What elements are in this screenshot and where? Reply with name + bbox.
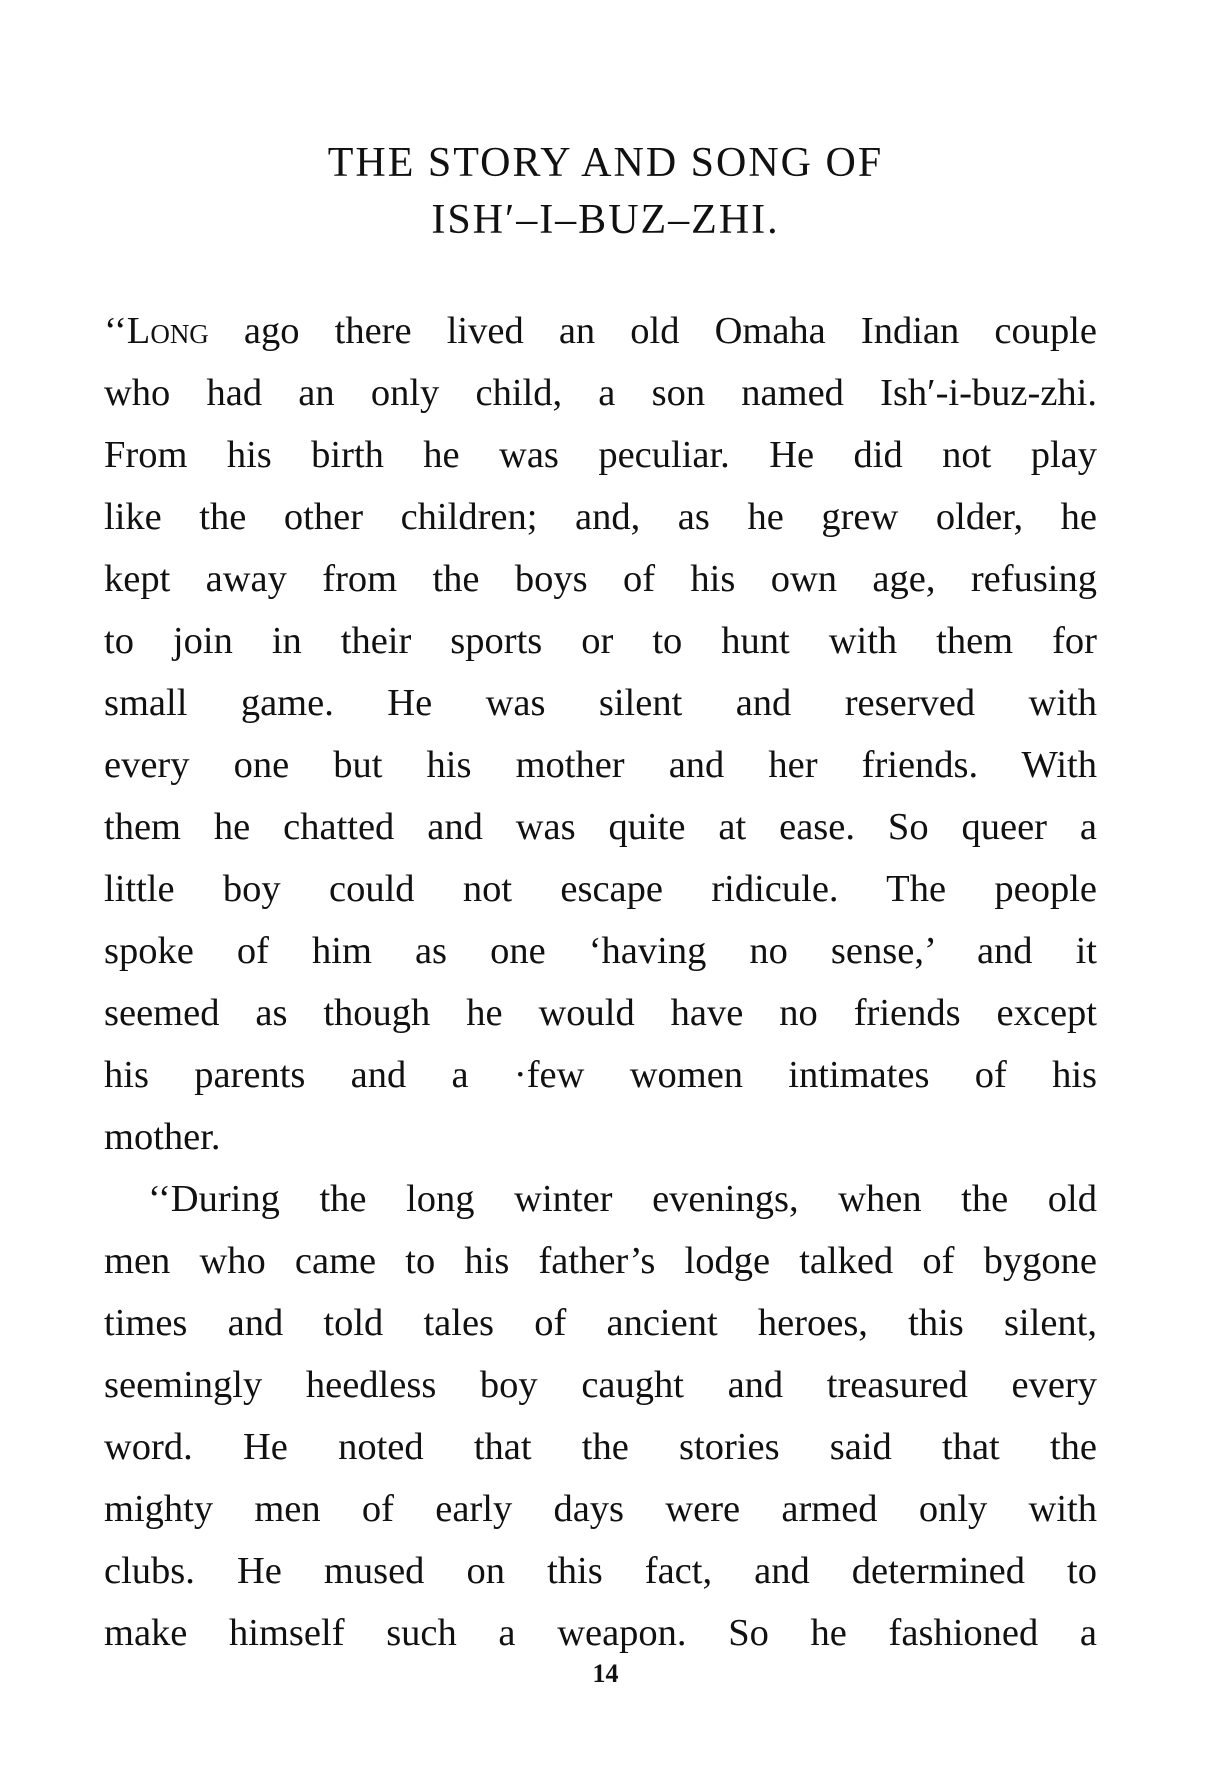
text-line: men who came to his father’s lodge talked of bygone	[104, 1240, 1097, 1282]
text-line: who had an only child, a son named Ish′-i-buz-zhi.	[104, 372, 1097, 414]
text-line: make himself such a weapon. So he fashioned a	[104, 1612, 1097, 1654]
text-line: seemed as though he would have no friends except	[104, 992, 1097, 1034]
text-line: them he chatted and was quite at ease. So queer a	[104, 806, 1097, 848]
chapter-title-line-2: ISH′–I–BUZ–ZHI.	[431, 197, 780, 243]
text-line: mighty men of early days were armed only with	[104, 1488, 1097, 1530]
text-line: ‘‘During the long winter evenings, when the old	[148, 1178, 1097, 1220]
text-line: small game. He was silent and reserved with	[104, 682, 1097, 724]
opening-quote: ‘‘	[104, 310, 127, 352]
chapter-title-line-1: THE STORY AND SONG OF	[327, 140, 884, 186]
text-line: seemingly heedless boy caught and treasured every	[104, 1364, 1097, 1406]
text-line: to join in their sports or to hunt with them for	[104, 620, 1097, 662]
lead-word: Long	[126, 310, 209, 352]
text-line: little boy could not escape ridicule. The people	[104, 868, 1097, 910]
page-number: 14	[592, 1659, 619, 1688]
text-line: word. He noted that the stories said that the	[104, 1426, 1097, 1468]
text-line: mother.	[104, 1116, 221, 1158]
text-line: his parents and a ·few women intimates of his	[104, 1054, 1097, 1096]
text-line: kept away from the boys of his own age, refusing	[104, 558, 1097, 600]
body-text	[104, 300, 1097, 1664]
text-line	[104, 300, 1097, 362]
first-line-rest: ago there lived an old Omaha Indian couple	[208, 310, 1097, 352]
text-line: From his birth he was peculiar. He did not play	[104, 434, 1097, 476]
text-line: spoke of him as one ‘having no sense,’ and it	[104, 930, 1097, 972]
text-line: every one but his mother and her friends. With	[104, 744, 1097, 786]
text-line: like the other children; and, as he grew older, he	[104, 496, 1097, 538]
text-line: times and told tales of ancient heroes, this silent,	[104, 1302, 1097, 1344]
text-line: clubs. He mused on this fact, and determined to	[104, 1550, 1097, 1592]
